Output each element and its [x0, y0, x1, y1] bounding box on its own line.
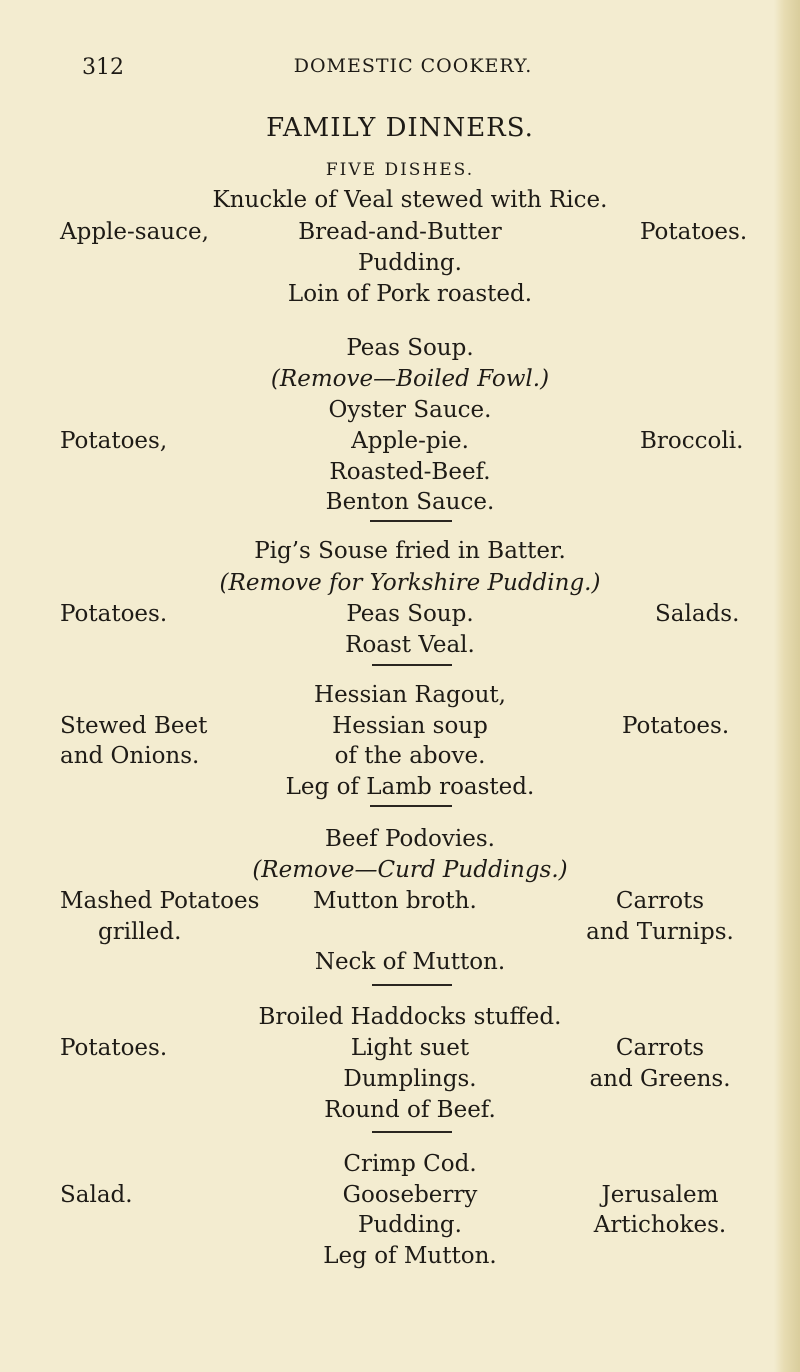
menu-2-remove-line: (Remove—Boiled Fowl.)	[270, 366, 550, 392]
menu-2-side-left: Potatoes,	[60, 428, 168, 454]
menu-3-side-left: Potatoes.	[60, 601, 168, 627]
menu-5-remove-line: (Remove—Curd Puddings.)	[252, 857, 568, 883]
menu-2-side-right: Broccoli.	[640, 428, 744, 454]
page-number: 312	[82, 55, 124, 80]
menu-7-line-3: Pudding.	[358, 1212, 462, 1238]
menu-5-side-left-1: Mashed Potatoes	[60, 888, 260, 914]
menu-1-line-3: Pudding.	[358, 250, 462, 276]
menu-1-line-2: Bread-and-Butter	[298, 219, 502, 245]
section-title: FAMILY DINNERS.	[266, 113, 534, 143]
divider-rule	[372, 984, 452, 986]
menu-7-side-right-1: Jerusalem	[601, 1182, 719, 1208]
menu-6-line-3: Dumplings.	[343, 1066, 477, 1092]
divider-rule	[370, 805, 452, 807]
menu-2-line-4: Apple-pie.	[351, 428, 469, 454]
menu-5-side-right-2: and Turnips.	[586, 919, 734, 945]
menu-6-side-right-2: and Greens.	[589, 1066, 731, 1092]
menu-1-line-1: Knuckle of Veal stewed with Rice.	[212, 187, 608, 213]
menu-7-side-right-2: Artichokes.	[593, 1212, 727, 1238]
menu-7-line-1: Crimp Cod.	[343, 1151, 477, 1177]
menu-3-side-right: Salads.	[655, 601, 740, 627]
menu-2-line-1: Peas Soup.	[346, 335, 474, 361]
menu-5-side-left-2: grilled.	[98, 919, 182, 945]
menu-4-side-left-2: and Onions.	[60, 743, 200, 769]
menu-2-line-6: Benton Sauce.	[325, 489, 495, 515]
divider-rule	[372, 1131, 452, 1133]
menu-5-line-3: Mutton broth.	[313, 888, 477, 914]
menu-6-side-right-1: Carrots	[615, 1035, 705, 1061]
menu-1-line-4: Loin of Pork roasted.	[287, 281, 533, 307]
divider-rule	[370, 520, 452, 522]
menu-2-line-3: Oyster Sauce.	[328, 397, 492, 423]
menu-3-line-1: Pig’s Souse fried in Batter.	[254, 538, 566, 564]
menu-4-side-right: Potatoes.	[622, 713, 730, 739]
menu-4-line-3: of the above.	[334, 743, 486, 769]
menu-6-line-4: Round of Beef.	[324, 1097, 496, 1123]
menu-7-side-left: Salad.	[60, 1182, 133, 1208]
menu-3-line-4: Roast Veal.	[345, 632, 475, 658]
section-subtitle: FIVE DISHES.	[325, 160, 475, 180]
menu-7-line-4: Leg of Mutton.	[323, 1243, 497, 1269]
page-edge-shadow	[774, 0, 800, 1372]
menu-6-side-left: Potatoes.	[60, 1035, 168, 1061]
menu-5-side-right-1: Carrots	[615, 888, 705, 914]
menu-4-side-left-1: Stewed Beet	[60, 713, 208, 739]
menu-6-line-1: Broiled Haddocks stuffed.	[258, 1004, 562, 1030]
menu-2-line-5: Roasted-Beef.	[329, 459, 491, 485]
menu-4-line-2: Hessian soup	[332, 713, 488, 739]
menu-1-side-left: Apple-sauce,	[60, 219, 209, 245]
menu-3-remove-line: (Remove for Yorkshire Pudding.)	[219, 570, 601, 596]
menu-7-line-2: Gooseberry	[342, 1182, 478, 1208]
running-head: DOMESTIC COOKERY.	[293, 55, 533, 77]
page-header	[82, 55, 744, 85]
menu-4-line-1: Hessian Ragout,	[314, 682, 506, 708]
divider-rule	[372, 664, 452, 666]
menu-5-line-4: Neck of Mutton.	[314, 949, 506, 975]
menu-3-line-3: Peas Soup.	[346, 601, 474, 627]
menu-5-line-1: Beef Podovies.	[325, 826, 495, 852]
menu-4-line-4: Leg of Lamb roasted.	[285, 774, 535, 800]
menu-6-line-2: Light suet	[350, 1035, 470, 1061]
menu-1-side-right: Potatoes.	[640, 219, 748, 245]
